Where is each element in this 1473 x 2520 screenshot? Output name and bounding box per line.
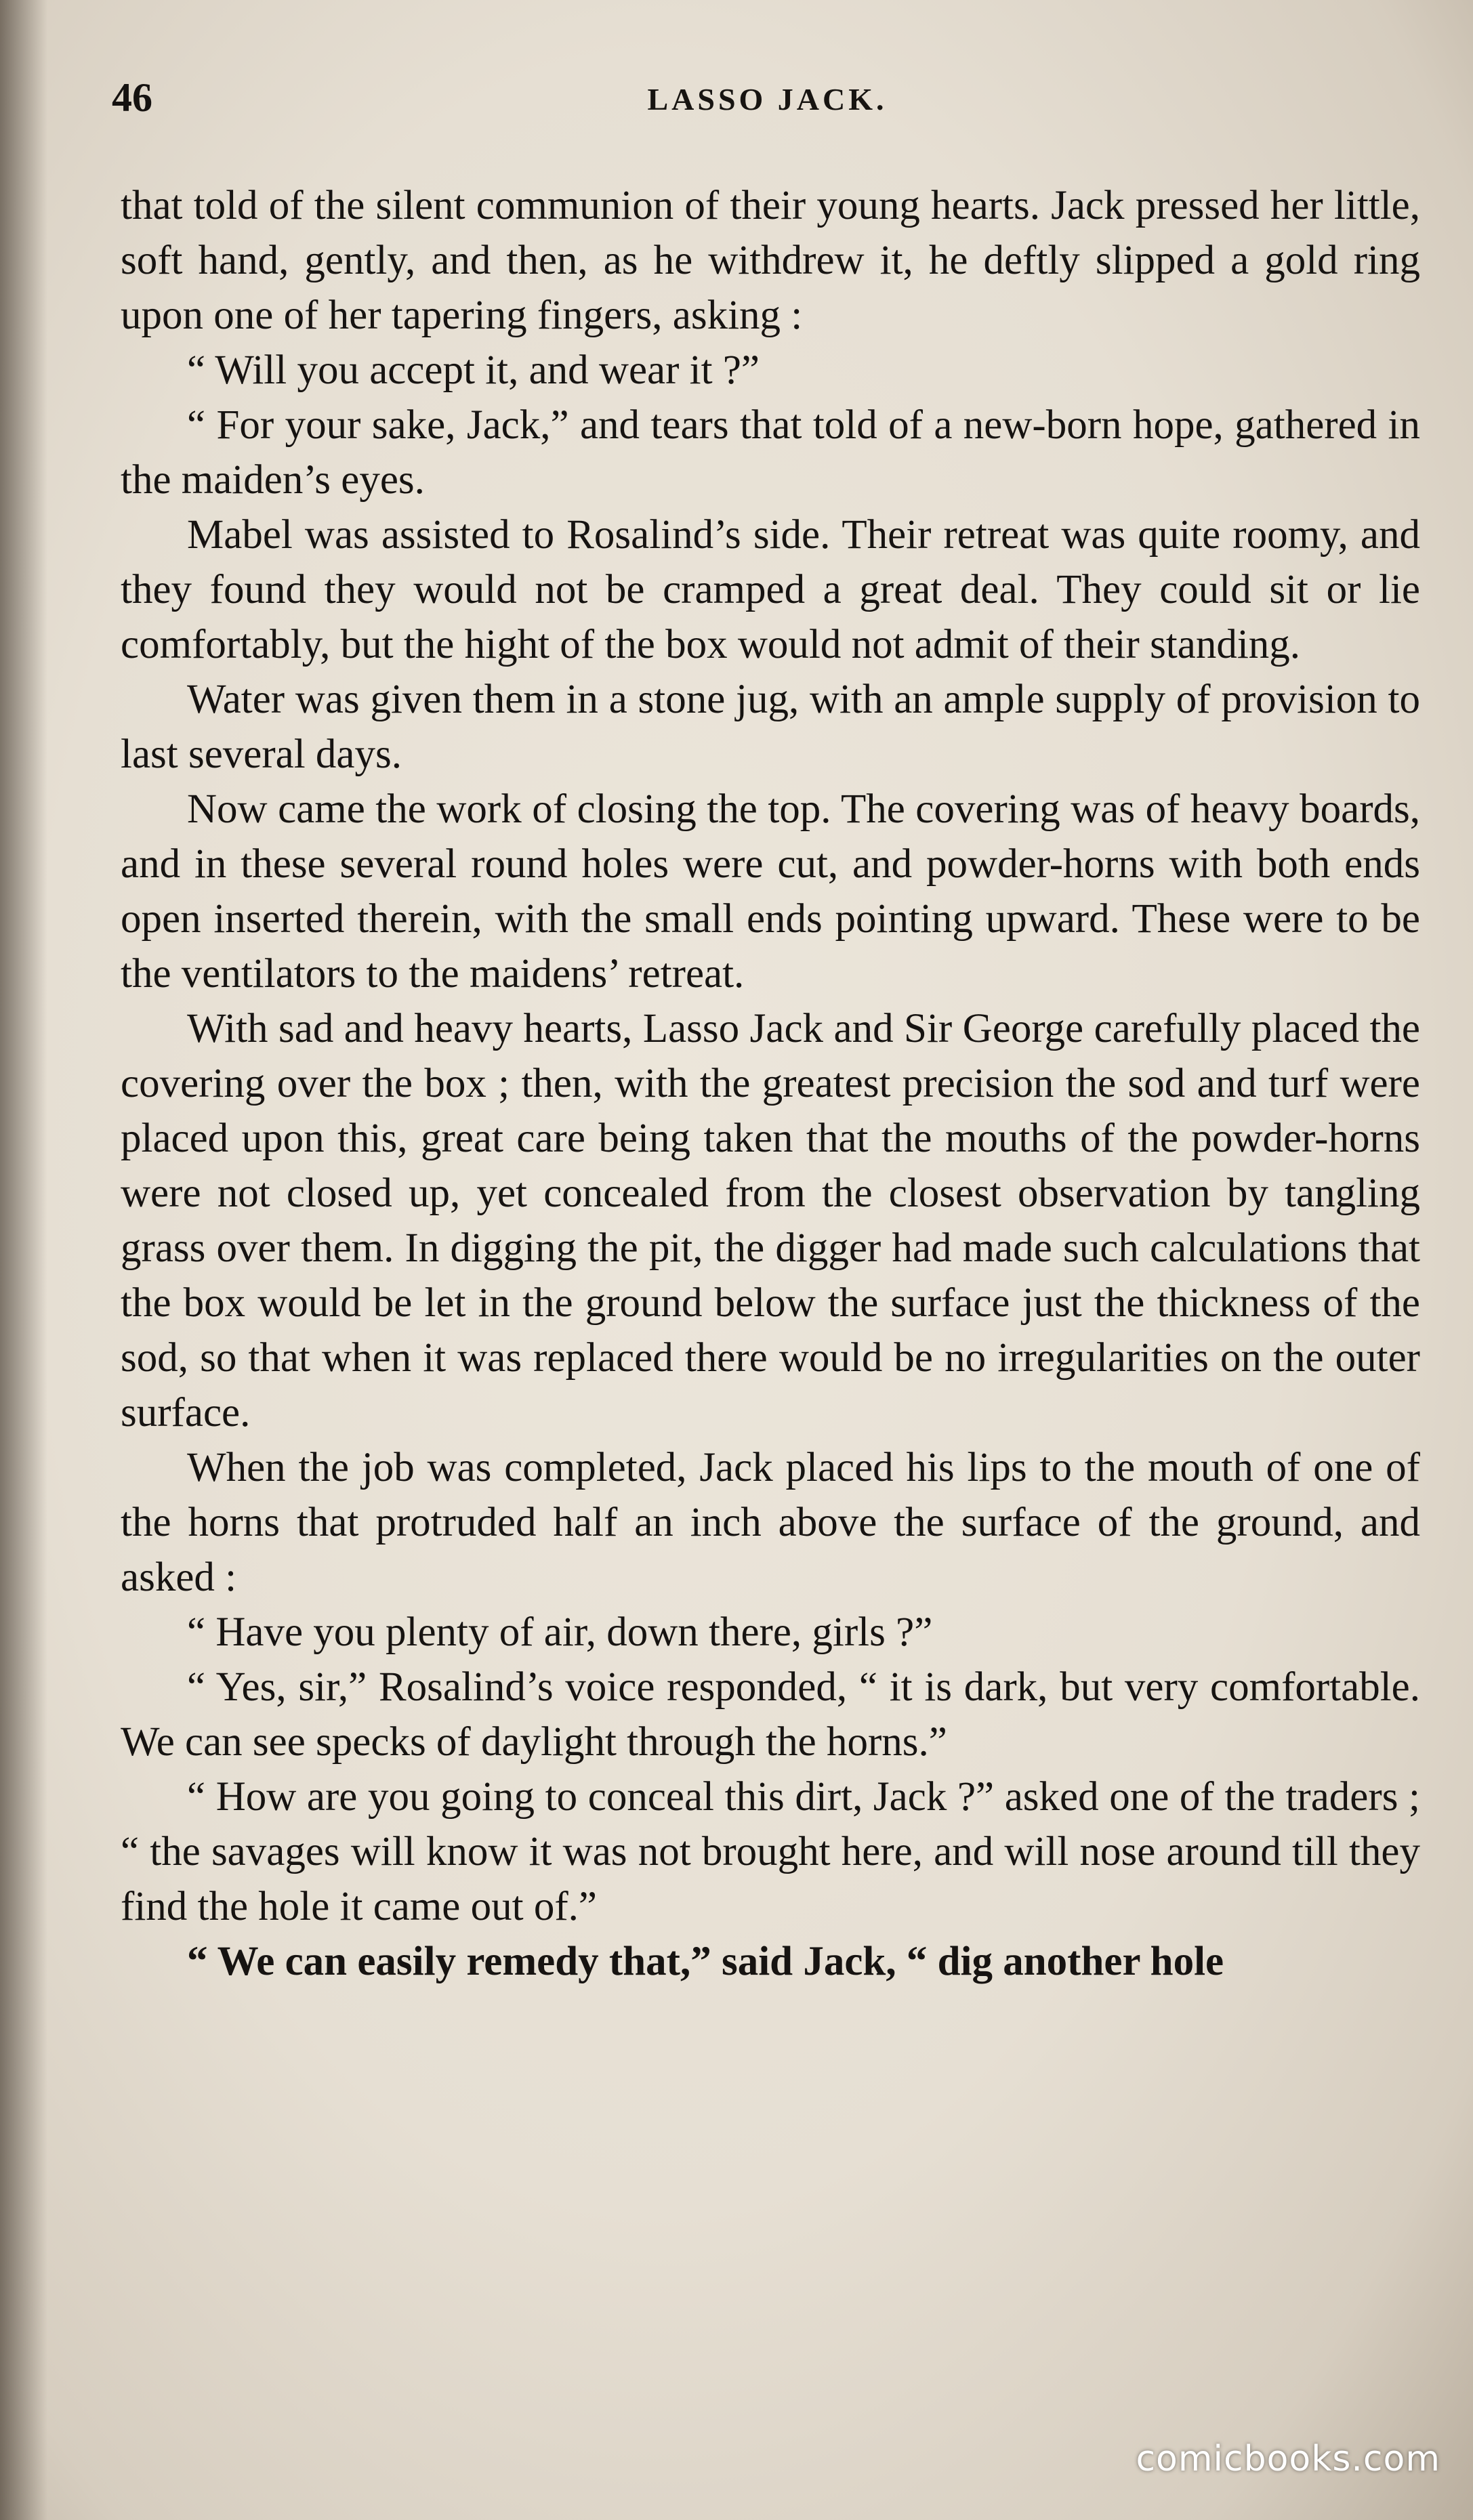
paragraph-1: that told of the silent communion of their young hearts. Jack pressed her little, soft hand, gently, and then, as he withdrew it, he deftly slipped a gold ring upon one of her tapering fingers, asking : <box>121 183 1420 338</box>
watermark: comicbooks.com <box>1136 2439 1440 2479</box>
paragraph-2: “ Will you accept it, and wear it ?” <box>187 348 760 393</box>
paragraph-6: Now came the work of closing the top. The covering was of heavy boards, and in these several round holes were cut, and powder-horns with both ends open inserted therein, with the small ends pointing upward. These were to be the ventilators to the maidens’ retreat. <box>121 786 1420 996</box>
paragraph-7: With sad and heavy hearts, Lasso Jack and Sir George carefully placed the covering over the box ; then, with the greatest precision the sod and turf were placed upon this, great care being taken that the mouths of the powder-horns were not closed up, yet concealed from the closest observation by tangling grass over them. In digging the pit, the digger had made such calculations that the box would be let in the ground below the surface just the thickness of the sod, so that when it was replaced there would be no irregularities on the outer surface. <box>121 1006 1420 1435</box>
paragraph-3: “ For your sake, Jack,” and tears that told of a new-born hope, gathered in the maiden’s eyes. <box>121 402 1420 503</box>
paragraph-4: Mabel was assisted to Rosalind’s side. Their retreat was quite roomy, and they found they would not be cramped a great deal. They could sit or lie comfortably, but the hight of the box would not admit of their standing. <box>121 512 1420 667</box>
page-header <box>112 75 1423 135</box>
page-number: 46 <box>112 75 152 120</box>
running-head: LASSO JACK. <box>647 82 888 117</box>
body-text <box>121 178 1420 1989</box>
paragraph-11: “ How are you going to conceal this dirt, Jack ?” asked one of the traders ; “ the savages will know it was not brought here, and will nose around till they find the hole it came out of.” <box>121 1774 1420 1929</box>
paragraph-5: Water was given them in a stone jug, with an ample supply of provision to last several days. <box>121 677 1420 777</box>
paragraph-12: “ We can easily remedy that,” said Jack, “ dig another hole <box>187 1939 1224 1984</box>
paragraph-9: “ Have you plenty of air, down there, girls ?” <box>187 1610 933 1655</box>
paragraph-8: When the job was completed, Jack placed his lips to the mouth of one of the horns that protruded half an inch above the surface of the ground, and asked : <box>121 1445 1420 1600</box>
page-binding-shadow <box>0 0 47 2520</box>
paragraph-10: “ Yes, sir,” Rosalind’s voice responded, “ it is dark, but very comfortable. We can see specks of daylight through the horns.” <box>121 1664 1420 1765</box>
